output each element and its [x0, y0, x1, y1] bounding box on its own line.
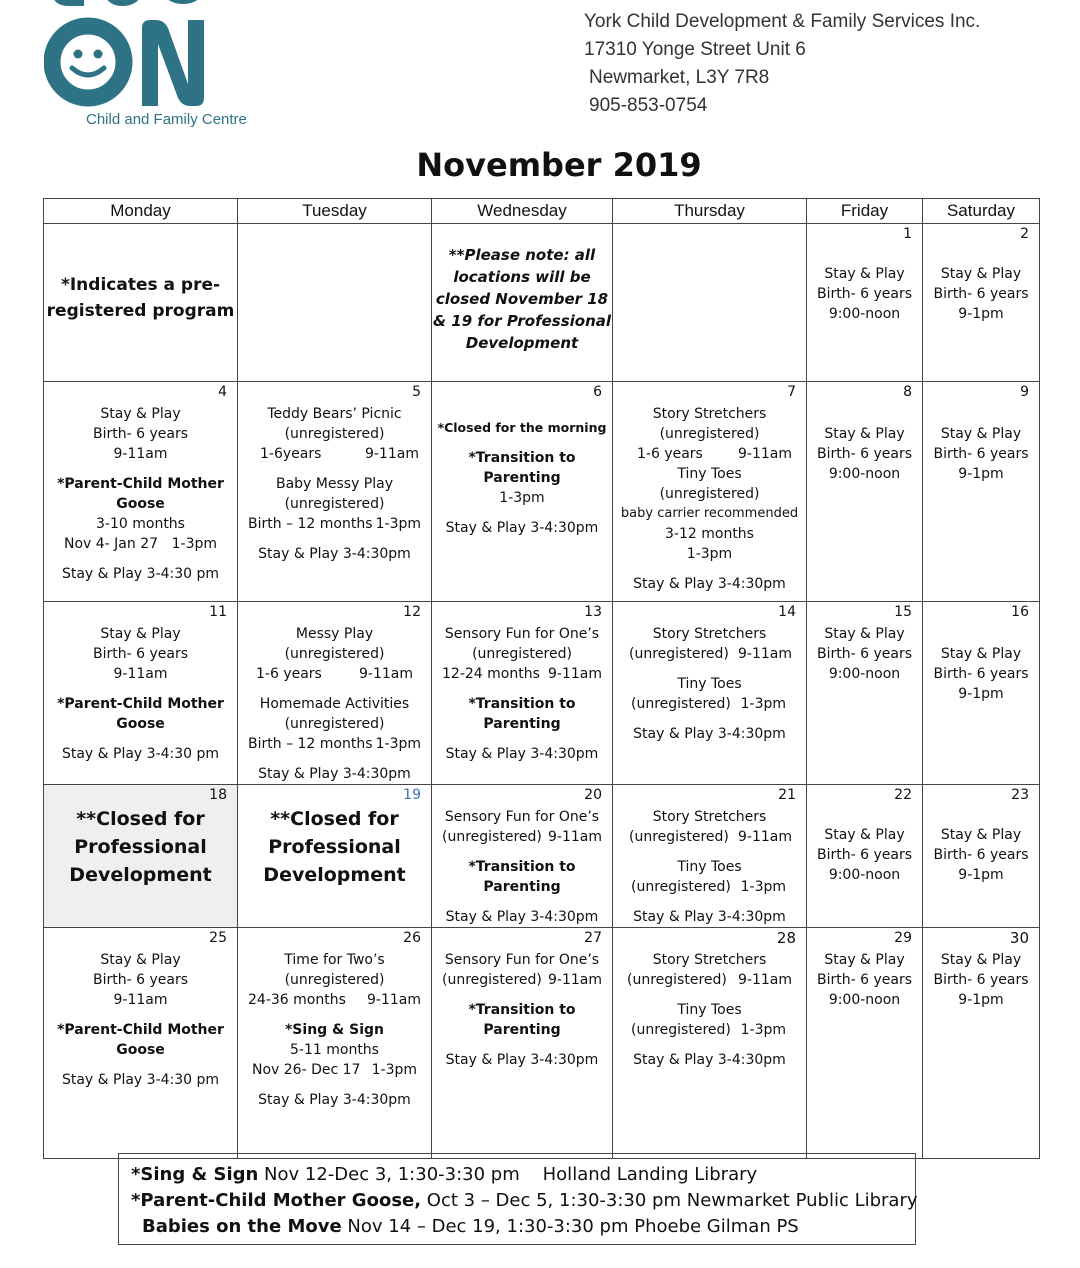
day-number: 26 — [403, 930, 421, 946]
week-row — [44, 224, 1040, 382]
week-row — [44, 382, 1040, 602]
page-title: November 2019 — [416, 146, 702, 184]
header-thursday: Thursday — [613, 199, 807, 224]
day-cell: 23 Stay & Play Birth- 6 years 9-1pm — [923, 785, 1040, 928]
day-number: 12 — [403, 604, 421, 620]
day-number: 15 — [894, 604, 912, 620]
header-wednesday: Wednesday — [432, 199, 613, 224]
day-number: 27 — [584, 930, 602, 946]
day-cell: 2 Stay & Play Birth- 6 years 9-1pm — [923, 224, 1040, 382]
day-number: 7 — [787, 384, 796, 400]
address-line-3: Newmarket, L3Y 7R8 — [589, 67, 770, 88]
earlyon-logo — [40, 0, 247, 135]
address-line-2: 17310 Yonge Street Unit 6 — [584, 39, 806, 60]
week-row — [44, 785, 1040, 928]
day-cell-closed: 19 **Closed for Professional Development — [238, 785, 432, 928]
day-number: 28 — [776, 929, 796, 947]
day-number: 11 — [209, 604, 227, 620]
day-number: 18 — [209, 787, 227, 803]
address-block — [584, 8, 980, 120]
day-number: 8 — [903, 384, 912, 400]
calendar-header-row — [44, 199, 1040, 224]
logo-on-mark — [44, 14, 214, 114]
day-cell-closed: 18 **Closed for Professional Development — [44, 785, 238, 928]
day-cell: 8 Stay & Play Birth- 6 years 9:00-noon — [807, 382, 923, 602]
day-number: 5 — [412, 384, 421, 400]
day-cell: 15 Stay & Play Birth- 6 years 9:00-noon — [807, 602, 923, 785]
day-number: 22 — [894, 787, 912, 803]
day-number: 20 — [584, 787, 602, 803]
header-tuesday: Tuesday — [238, 199, 432, 224]
day-cell: 20 Sensory Fun for One’s (unregistered) 9-11am *Transition to Parenting Stay & Play 3-4:30pm — [432, 785, 613, 928]
day-cell: 16 Stay & Play Birth- 6 years 9-1pm — [923, 602, 1040, 785]
day-cell: 6 *Closed for the morning *Transition to Parenting 1-3pm Stay & Play 3-4:30pm — [432, 382, 613, 602]
logo-caption: Child and Family Centre — [86, 111, 247, 128]
day-cell: 12 Messy Play (unregistered) 1-6 years 9-11am Homemade Activities (unregistered) Birth – 12 months 1-3pm Stay & Play 3-4:30pm — [238, 602, 432, 785]
day-number: 13 — [584, 604, 602, 620]
day-cell: 9 Stay & Play Birth- 6 years 9-1pm — [923, 382, 1040, 602]
footer-line-babies-move: Babies on the Move Nov 14 – Dec 19, 1:30-3:30 pm Phoebe Gilman PS — [142, 1216, 799, 1237]
day-cell: 1 Stay & Play Birth- 6 years 9:00-noon — [807, 224, 923, 382]
day-number: 25 — [209, 930, 227, 946]
header-saturday: Saturday — [923, 199, 1040, 224]
day-number: 6 — [593, 384, 602, 400]
legend-note: *Indicates a pre- registered program — [46, 275, 235, 321]
day-cell — [613, 224, 807, 382]
footer-line-mother-goose: *Parent-Child Mother Goose, Oct 3 – Dec 5, 1:30-3:30 pm Newmarket Public Library — [131, 1190, 918, 1211]
day-cell: 14 Story Stretchers (unregistered) 9-11am Tiny Toes (unregistered) 1-3pm Stay & Play 3-4:30pm — [613, 602, 807, 785]
day-cell: 5 Teddy Bears’ Picnic (unregistered) 1-6years 9-11am Baby Messy Play (unregistered) Birth – 12 months 1-3pm Stay & Play 3-4:30pm — [238, 382, 432, 602]
day-cell: 4 Stay & Play Birth- 6 years 9-11am *Parent-Child Mother Goose 3-10 months Nov 4- Jan 27 1-3pm Stay & Play 3-4:30 pm — [44, 382, 238, 602]
program-locations-box — [118, 1153, 916, 1245]
day-cell: 13 Sensory Fun for One’s (unregistered) 12-24 months 9-11am *Transition to Parenting Stay & Play 3-4:30pm — [432, 602, 613, 785]
day-number: 21 — [778, 787, 796, 803]
day-cell: 29 Stay & Play Birth- 6 years 9:00-noon — [807, 928, 923, 1159]
day-number: 14 — [778, 604, 796, 620]
day-cell: 21 Story Stretchers (unregistered) 9-11am Tiny Toes (unregistered) 1-3pm Stay & Play 3-4:30pm — [613, 785, 807, 928]
day-number: 2 — [1020, 226, 1029, 242]
day-number: 4 — [218, 384, 227, 400]
day-number: 23 — [1011, 787, 1029, 803]
closure-note: **Please note: all locations will be closed November 18 & 19 for Professional Development — [432, 246, 612, 352]
week-row — [44, 928, 1040, 1159]
day-cell — [238, 224, 432, 382]
day-number: 19 — [403, 787, 421, 803]
logo-top-lettering — [48, 0, 208, 14]
week-row — [44, 602, 1040, 785]
day-cell: 27 Sensory Fun for One’s (unregistered) 9-11am *Transition to Parenting Stay & Play 3-4:30pm — [432, 928, 613, 1159]
day-number: 1 — [903, 226, 912, 242]
header-friday: Friday — [807, 199, 923, 224]
day-cell: 30 Stay & Play Birth- 6 years 9-1pm — [923, 928, 1040, 1159]
address-phone: 905-853-0754 — [589, 95, 708, 116]
footer-line-sing-sign: *Sing & Sign Nov 12-Dec 3, 1:30-3:30 pm Holland Landing Library — [131, 1164, 758, 1185]
day-number: 9 — [1020, 384, 1029, 400]
day-cell: 28 Story Stretchers (unregistered) 9-11am Tiny Toes (unregistered) 1-3pm Stay & Play 3-4:30pm — [613, 928, 807, 1159]
day-number: 16 — [1011, 604, 1029, 620]
day-cell: 25 Stay & Play Birth- 6 years 9-11am *Parent-Child Mother Goose Stay & Play 3-4:30 pm — [44, 928, 238, 1159]
day-cell: 11 Stay & Play Birth- 6 years 9-11am *Parent-Child Mother Goose Stay & Play 3-4:30 pm — [44, 602, 238, 785]
day-cell: 7 Story Stretchers (unregistered) 1-6 years 9-11am Tiny Toes (unregistered) baby carrier recommended 3-12 months 1-3pm Stay & Play 3-4:30pm — [613, 382, 807, 602]
day-cell — [44, 224, 238, 382]
day-cell: 22 Stay & Play Birth- 6 years 9:00-noon — [807, 785, 923, 928]
header-monday: Monday — [44, 199, 238, 224]
day-number: 29 — [894, 930, 912, 946]
day-cell — [432, 224, 613, 382]
day-cell: 26 Time for Two’s (unregistered) 24-36 months 9-11am *Sing & Sign 5-11 months Nov 26- Dec 17 1-3pm Stay & Play 3-4:30pm — [238, 928, 432, 1159]
address-line-1: York Child Development & Family Services Inc. — [584, 11, 981, 32]
calendar-table — [43, 198, 1040, 1159]
day-number: 30 — [1009, 929, 1029, 947]
